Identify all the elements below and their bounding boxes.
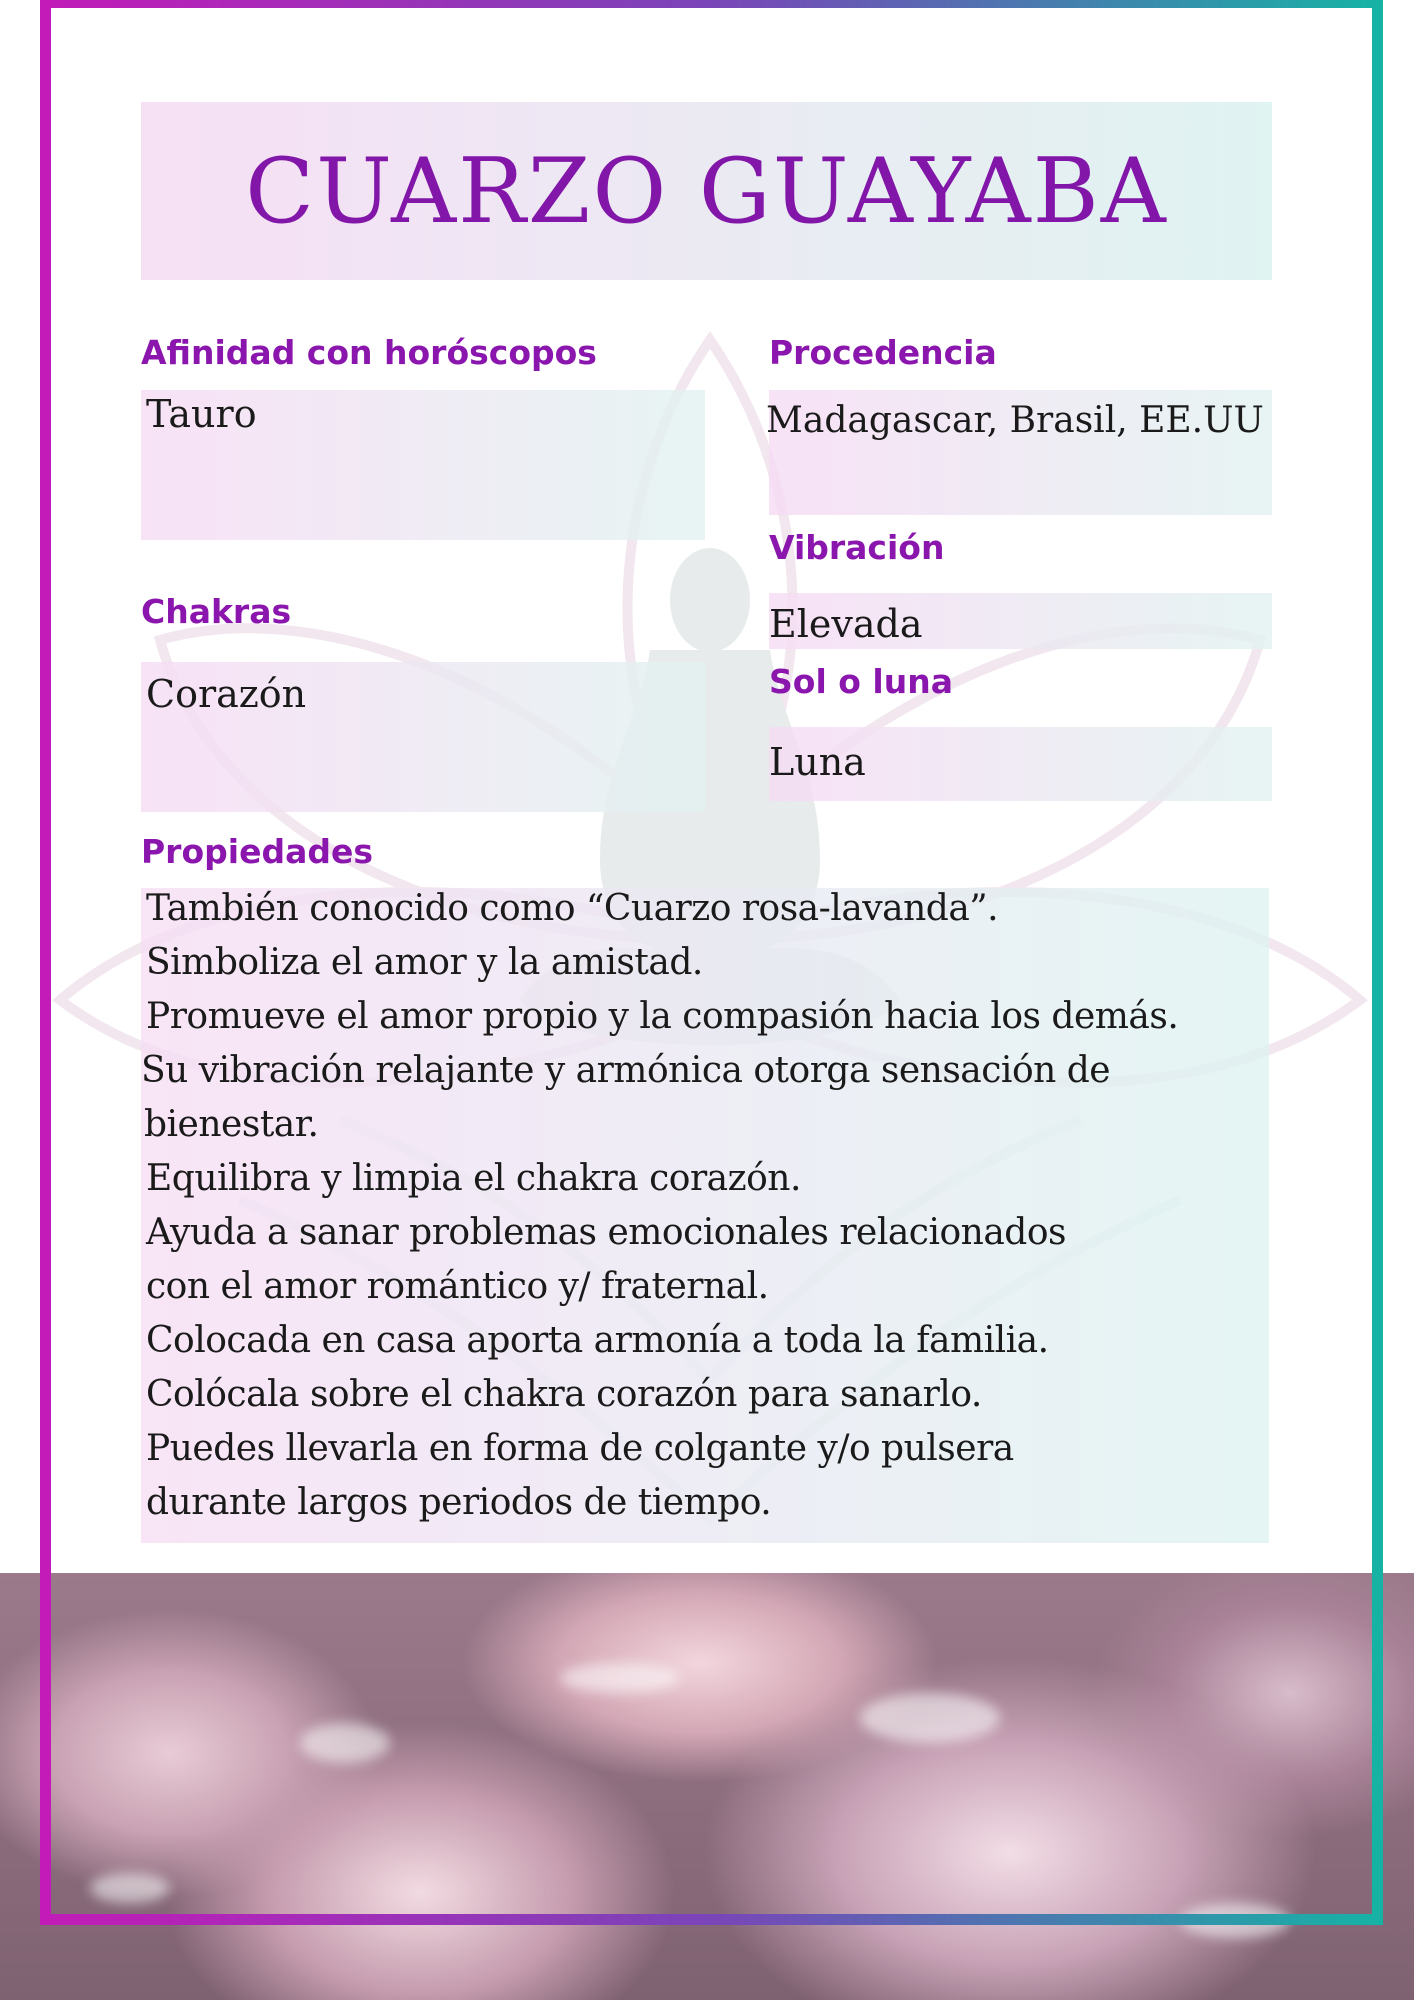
- property-line: Puedes llevarla en forma de colgante y/o pulsera: [146, 1428, 1014, 1469]
- property-line: También conocido como “Cuarzo rosa-lavanda”.: [146, 888, 999, 929]
- chakras-label: Chakras: [141, 592, 292, 631]
- property-line: durante largos periodos de tiempo.: [146, 1482, 772, 1523]
- rose-quartz-stones-image: [0, 1573, 1414, 2000]
- page-title: CUARZO GUAYABA: [141, 102, 1272, 280]
- horoscope-label: Afinidad con horóscopos: [141, 333, 597, 372]
- property-line: Ayuda a sanar problemas emocionales relacionados: [146, 1212, 1066, 1253]
- frame-left: [40, 0, 51, 1925]
- chakras-value: Corazón: [146, 672, 307, 716]
- properties-box: [141, 888, 1269, 1543]
- properties-label: Propiedades: [141, 832, 373, 871]
- frame-right: [1372, 0, 1383, 1925]
- property-line: Simboliza el amor y la amistad.: [146, 942, 703, 983]
- property-line: Su vibración relajante y armónica otorga sensación de: [141, 1050, 1111, 1091]
- frame-bottom: [40, 1914, 1383, 1925]
- vibration-label: Vibración: [769, 528, 945, 567]
- property-line: Colocada en casa aporta armonía a toda la familia.: [146, 1320, 1049, 1361]
- property-line: Promueve el amor propio y la compasión hacia los demás.: [146, 996, 1179, 1037]
- horoscope-value: Tauro: [146, 392, 257, 436]
- origin-value: Madagascar, Brasil, EE.UU: [766, 400, 1264, 441]
- property-line: Equilibra y limpia el chakra corazón.: [146, 1158, 801, 1199]
- property-line: con el amor romántico y/ fraternal.: [146, 1266, 769, 1307]
- frame-top: [40, 0, 1383, 8]
- origin-label: Procedencia: [769, 333, 997, 372]
- sun-moon-value: Luna: [769, 740, 866, 784]
- sun-moon-label: Sol o luna: [769, 662, 953, 701]
- property-line: Colócala sobre el chakra corazón para sanarlo.: [146, 1374, 982, 1415]
- property-line: bienestar.: [144, 1104, 319, 1145]
- vibration-value: Elevada: [769, 602, 923, 646]
